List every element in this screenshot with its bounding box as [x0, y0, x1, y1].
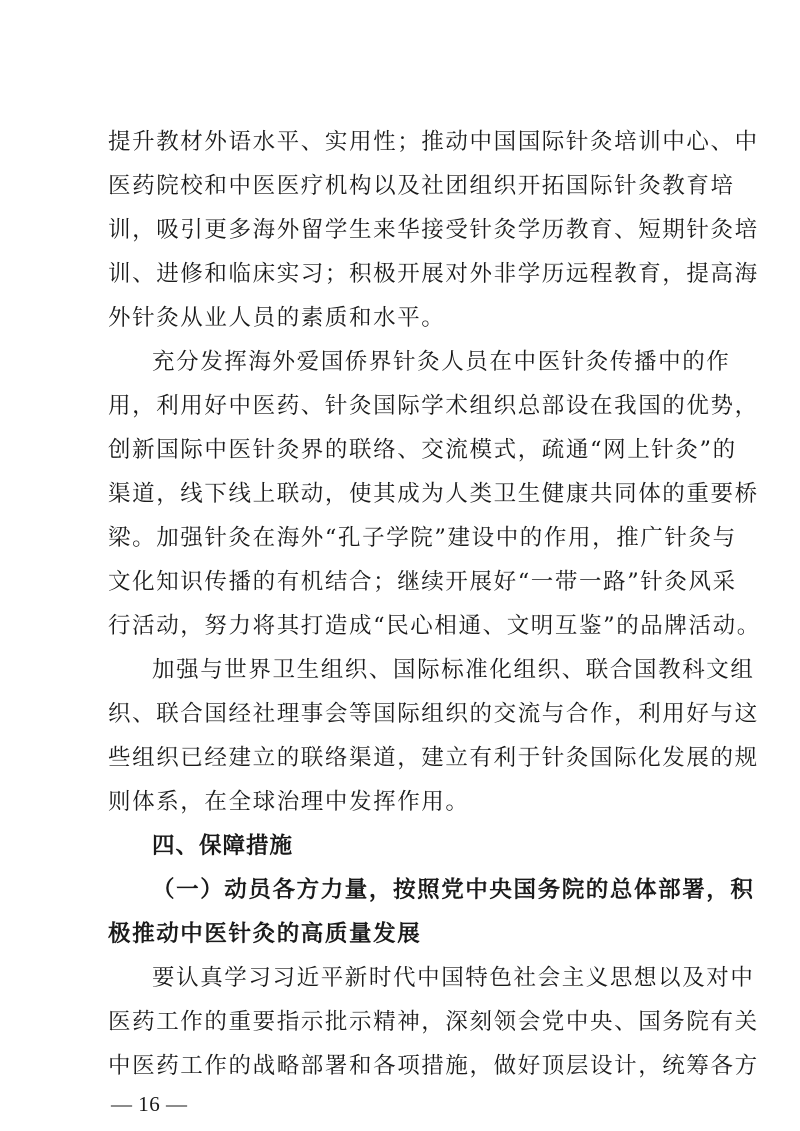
paragraph-2-line-6: 文化知识传播的有机结合；继续开展好“一带一路”针灸风采	[108, 569, 737, 595]
paragraph-2-line-2: 用，利用好中医药、针灸国际学术组织总部设在我国的优势，	[108, 393, 759, 419]
section-heading: 四、保障措施	[152, 833, 294, 859]
paragraph-1-line-1: 提升教材外语水平、实用性；推动中国国际针灸培训中心、中	[108, 129, 759, 155]
paragraph-2-line-3: 创新国际中医针灸界的联络、交流模式，疏通“网上针灸”的	[108, 437, 737, 463]
paragraph-3-line-1: 加强与世界卫生组织、国际标准化组织、联合国教科文组	[152, 657, 755, 683]
paragraph-2-line-7: 行活动，努力将其打造成“民心相通、文明互鉴”的品牌活动。	[108, 613, 761, 639]
page-number: — 16 —	[111, 1092, 188, 1116]
paragraph-4-line-3: 中医药工作的战略部署和各项措施，做好顶层设计，统筹各方	[108, 1053, 759, 1079]
paragraph-4-line-2: 医药工作的重要指示批示精神，深刻领会党中央、国务院有关	[108, 1009, 759, 1035]
subsection-heading-line-2: 极推动中医针灸的高质量发展	[108, 921, 422, 947]
paragraph-3-line-4: 则体系，在全球治理中发挥作用。	[108, 789, 470, 815]
paragraph-1-line-3: 训，吸引更多海外留学生来华接受针灸学历教育、短期针灸培	[108, 217, 759, 243]
paragraph-2-line-1: 充分发挥海外爱国侨界针灸人员在中医针灸传播中的作	[152, 349, 731, 375]
subsection-heading-line-1: （一）动员各方力量，按照党中央国务院的总体部署，积	[152, 877, 755, 903]
paragraph-1-line-5: 外针灸从业人员的素质和水平。	[108, 305, 446, 331]
paragraph-2-line-4: 渠道，线下线上联动，使其成为人类卫生健康共同体的重要桥	[108, 481, 759, 507]
paragraph-2-line-5: 梁。加强针灸在海外“孔子学院”建设中的作用，推广针灸与	[108, 525, 737, 551]
paragraph-1-line-4: 训、进修和临床实习；积极开展对外非学历远程教育，提高海	[108, 261, 759, 287]
paragraph-4-line-1: 要认真学习习近平新时代中国特色社会主义思想以及对中	[152, 965, 755, 991]
paragraph-3-line-3: 些组织已经建立的联络渠道，建立有利于针灸国际化发展的规	[108, 745, 759, 771]
paragraph-3-line-2: 织、联合国经社理事会等国际组织的交流与合作，利用好与这	[108, 701, 759, 727]
paragraph-1-line-2: 医药院校和中医医疗机构以及社团组织开拓国际针灸教育培	[108, 173, 735, 199]
